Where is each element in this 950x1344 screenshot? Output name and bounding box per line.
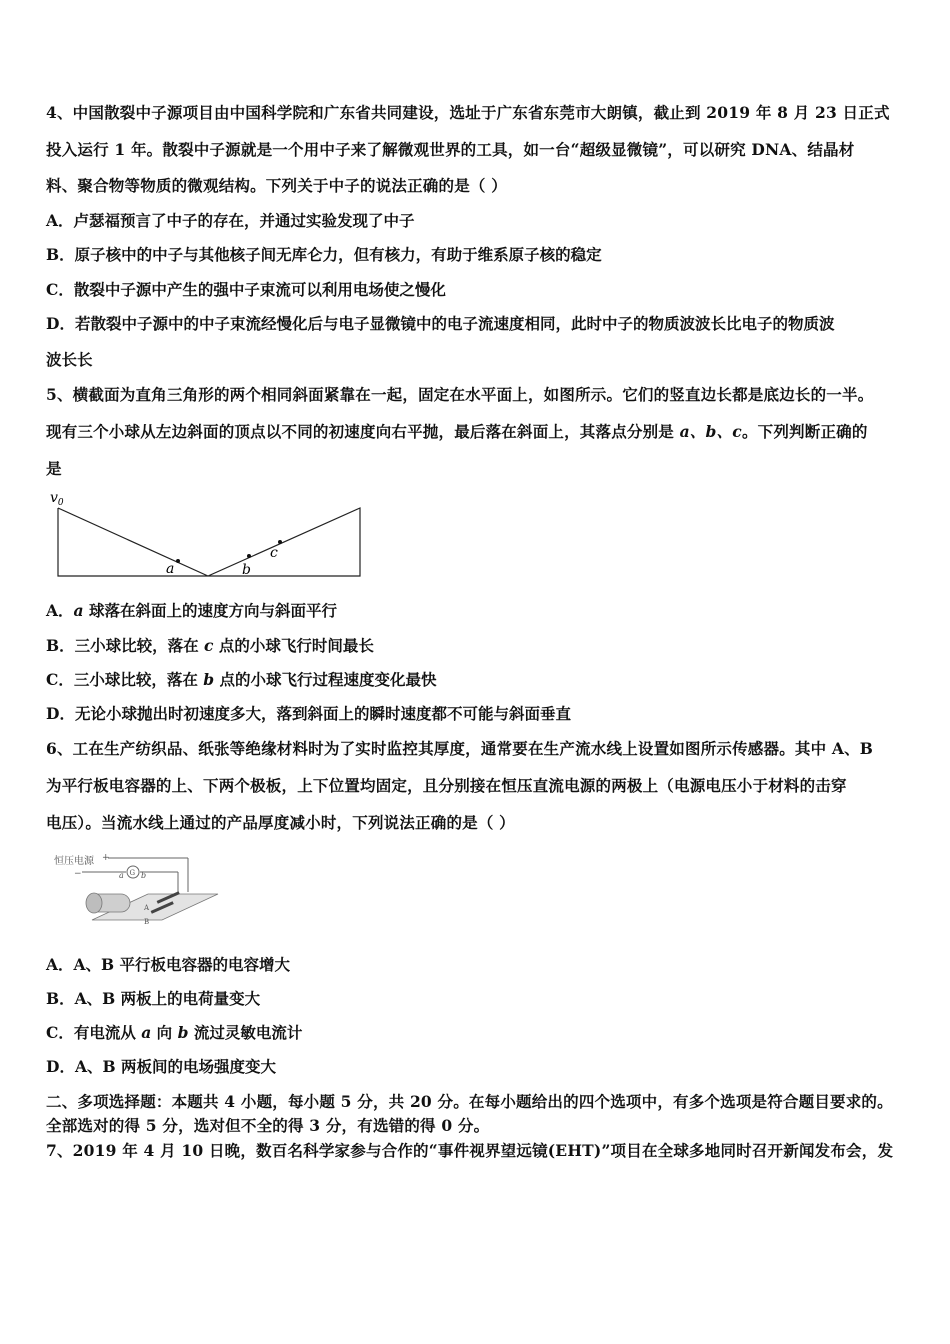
q5-option-d: D．无论小球抛出时初速度多大，落到斜面上的瞬时速度都不可能与斜面垂直 xyxy=(46,704,571,723)
q6-source-label: 恒压电源 xyxy=(54,856,94,867)
q5-option-a xyxy=(46,601,337,621)
q6-stem-line-2: 为平行板电容器的上、下两个极板，上下位置均固定，且分别接在恒压直流电源的两极上（电源电压小于材料的击穿 xyxy=(46,776,847,795)
q5-stem-text-end: 。下列判断正确的 xyxy=(741,422,868,441)
q5-option-a-prefix: A． xyxy=(46,601,74,620)
q7-stem-line-1: 7、2019 年 4 月 10 日晚，数百名科学家参与合作的“事件视界望远镜(EHT)”项目在全球多地同时召开新闻发布会，发 xyxy=(46,1141,894,1160)
q6-option-b: B．A、B 两板上的电荷量变大 xyxy=(46,989,261,1008)
q5-option-b-text: 点的小球飞行时间最长 xyxy=(213,636,374,655)
q6-plate-a-label: A xyxy=(144,904,150,912)
q5-stem-text: 现有三个小球从左边斜面的顶点以不同的初速度向右平抛，最后落在斜面上，其落点分别是 xyxy=(46,422,680,441)
q6-option-c xyxy=(46,1023,302,1043)
q6-node-b-label: b xyxy=(141,871,147,880)
q6-option-c-mid: 向 xyxy=(151,1023,178,1042)
q5-option-c xyxy=(46,670,436,690)
q5-stem-line-3: 是 xyxy=(46,459,62,478)
q5-point-b-label: b xyxy=(242,562,251,578)
q5-option-b-prefix: B．三小球比较，落在 xyxy=(46,636,204,655)
q6-option-c-var-a: a xyxy=(141,1023,152,1042)
q5-stem-line-2 xyxy=(46,422,868,442)
q5-point-a-dot xyxy=(176,559,180,563)
q4-option-b: B．原子核中的中子与其他核子间无库仑力，但有核力，有助于维系原子核的稳定 xyxy=(46,245,602,264)
section2-instructions-line-2: 全部选对的得 5 分，选对但不全的得 3 分，有选错的得 0 分。 xyxy=(46,1116,490,1135)
q5-v0-label: $v_0$ xyxy=(50,490,64,508)
q6-minus-label: − xyxy=(74,869,82,879)
q4-option-a: A．卢瑟福预言了中子的存在，并通过实验发现了中子 xyxy=(46,211,415,230)
q6-node-a-label: a xyxy=(119,871,124,880)
q6-option-c-prefix: C．有电流从 xyxy=(46,1023,142,1042)
q6-option-c-var-b: b xyxy=(177,1023,189,1042)
q4-stem-line-1: 4、中国散裂中子源项目由中国科学院和广东省共同建设，选址于广东省东莞市大朗镇，截止到 2019 年 8 月 23 日正式 xyxy=(46,103,890,122)
q6-plate-b-label: B xyxy=(144,918,150,926)
q5-points-abc: a、b、c xyxy=(679,422,742,441)
q5-option-b-var: c xyxy=(204,636,214,655)
q6-option-c-text: 流过灵敏电流计 xyxy=(188,1023,303,1042)
q6-stem-line-3: 电压）。当流水线上通过的产品厚度减小时，下列说法正确的是（ ） xyxy=(46,813,515,832)
q4-stem-line-3: 料、聚合物等物质的微观结构。下列关于中子的说法正确的是（ ） xyxy=(46,176,507,195)
q5-stem-line-1: 5、横截面为直角三角形的两个相同斜面紧靠在一起，固定在水平面上，如图所示。它们的竖直边长都是底边长的一半。 xyxy=(46,385,874,404)
q5-option-b xyxy=(46,636,374,656)
q6-stem-line-1: 6、工在生产纺织品、纸张等绝缘材料时为了实时监控其厚度，通常要在生产流水线上设置如图所示传感器。其中 A、B xyxy=(46,739,874,758)
q4-stem-line-2: 投入运行 1 年。散裂中子源就是一个用中子来了解微观世界的工具，如一台“超级显微镜”，可以研究 DNA、结晶材 xyxy=(46,140,855,159)
q5-option-a-text: 球落在斜面上的速度方向与斜面平行 xyxy=(83,601,337,620)
q5-point-b-dot xyxy=(247,554,251,558)
q5-inclines-figure xyxy=(44,484,374,584)
q4-option-c: C．散裂中子源中产生的强中子束流可以利用电场使之慢化 xyxy=(46,280,446,299)
q6-roller-end xyxy=(86,893,102,913)
q5-point-c-dot xyxy=(278,540,282,544)
q5-point-c-label: c xyxy=(270,545,278,561)
q4-option-d-line-2: 波长长 xyxy=(46,350,93,369)
q5-point-a-label: a xyxy=(166,561,175,577)
q5-option-c-prefix: C．三小球比较，落在 xyxy=(46,670,204,689)
q5-option-a-var: a xyxy=(73,601,84,620)
q6-option-d: D．A、B 两板间的电场强度变大 xyxy=(46,1057,276,1076)
q5-option-c-text: 点的小球飞行过程速度变化最快 xyxy=(214,670,437,689)
q6-galvanometer-label: G xyxy=(129,869,136,877)
q5-option-c-var: b xyxy=(203,670,215,689)
section2-instructions-line-1: 二、多项选择题：本题共 4 小题，每小题 5 分，共 20 分。在每小题给出的四个选项中，有多个选项是符合题目要求的。 xyxy=(46,1092,893,1111)
q6-plus-label: + xyxy=(102,853,110,863)
q6-sensor-figure xyxy=(52,850,222,928)
q5-incline-outline xyxy=(58,508,360,576)
q6-option-a: A．A、B 平行板电容器的电容增大 xyxy=(46,955,291,974)
q4-option-d-line-1: D．若散裂中子源中的中子束流经慢化后与电子显微镜中的电子流速度相同，此时中子的物质波波长比电子的物质波 xyxy=(46,314,835,333)
